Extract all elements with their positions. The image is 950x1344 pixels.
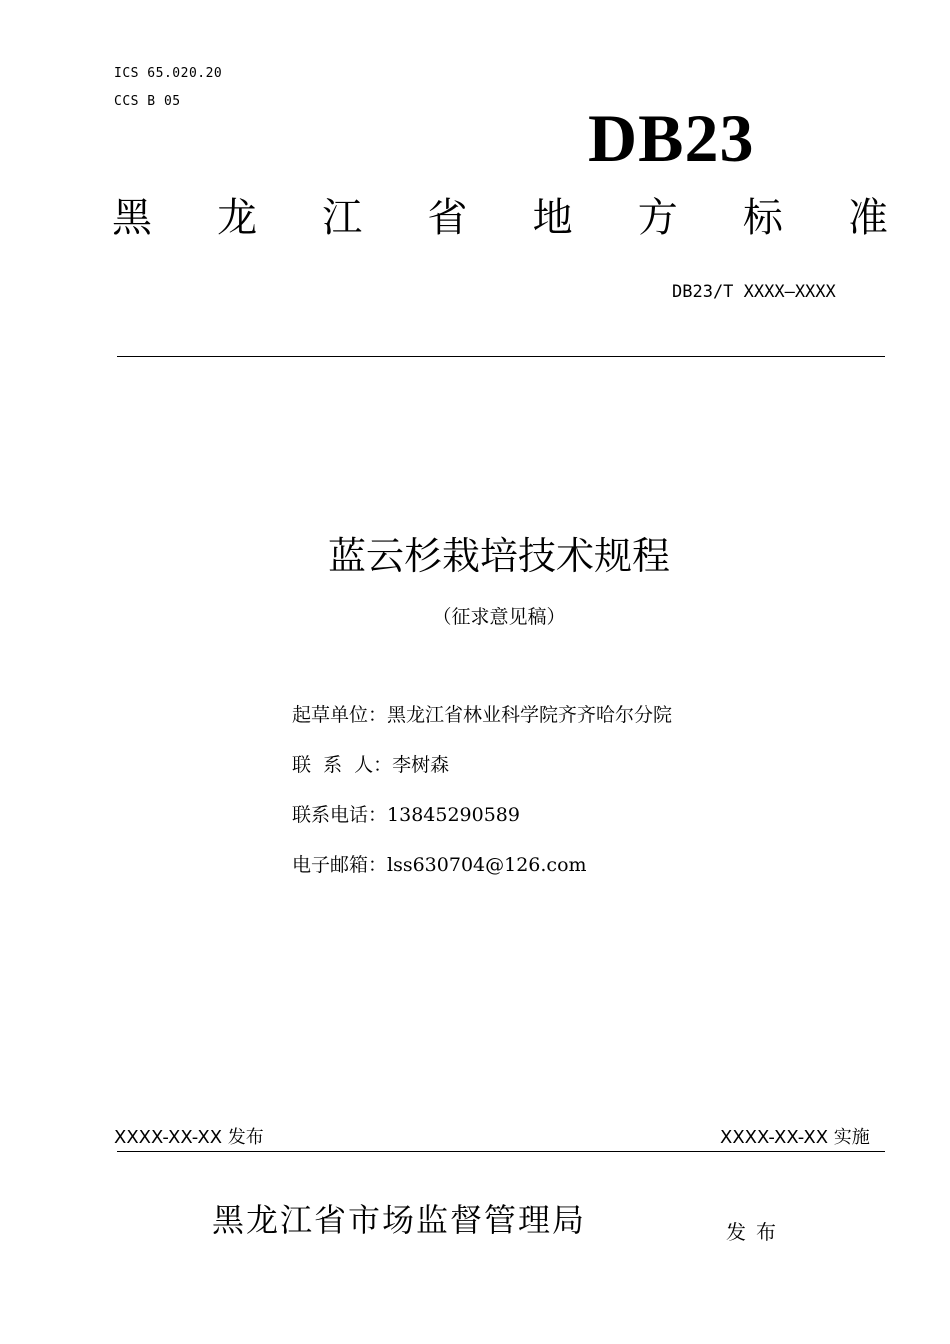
ics-code: ICS 65.020.20 [114, 66, 223, 81]
contact-label: 起草单位： [292, 704, 388, 726]
standard-type-char: 江 [322, 195, 363, 241]
standard-type-char: 龙 [217, 195, 258, 241]
implementation-date: XXXX-XX-XX 实施 [720, 1127, 870, 1148]
contact-row-drafting-unit [292, 700, 672, 727]
contact-value: 黑龙江省林业科学院齐齐哈尔分院 [387, 704, 673, 726]
contact-label: 联系电话： [292, 804, 388, 826]
contact-value: lss630704@126.com [387, 854, 587, 876]
standard-type-char: 准 [847, 195, 888, 241]
standard-type-char: 黑 [112, 195, 152, 241]
ccs-code: CCS B 05 [114, 94, 181, 109]
contact-row-email [292, 850, 587, 877]
standard-type-char: 方 [637, 195, 678, 241]
contact-label: 联 系 人： [292, 754, 393, 776]
contact-label: 电子邮箱： [292, 854, 388, 876]
standard-type-char: 标 [742, 195, 783, 241]
publish-label: 发布 [726, 1220, 786, 1244]
header-divider [117, 356, 885, 357]
standard-type-char: 省 [427, 195, 468, 241]
document-subtitle: （征求意见稿） [432, 606, 566, 628]
document-title: 蓝云杉栽培技术规程 [327, 534, 670, 578]
issuing-authority: 黑龙江省市场监督管理局 [212, 1201, 587, 1239]
contact-value: 13845290589 [387, 804, 520, 826]
standard-type-char: 地 [532, 195, 573, 241]
standard-logo: DB23 [588, 100, 755, 176]
standard-number: DB23/T XXXX—XXXX [672, 282, 836, 302]
issue-date: XXXX-XX-XX 发布 [114, 1127, 264, 1148]
contact-value: 李树森 [392, 754, 450, 776]
standard-type-heading [112, 195, 888, 241]
footer-divider [117, 1151, 885, 1152]
contact-row-person [292, 750, 449, 777]
contact-row-phone [292, 800, 520, 827]
